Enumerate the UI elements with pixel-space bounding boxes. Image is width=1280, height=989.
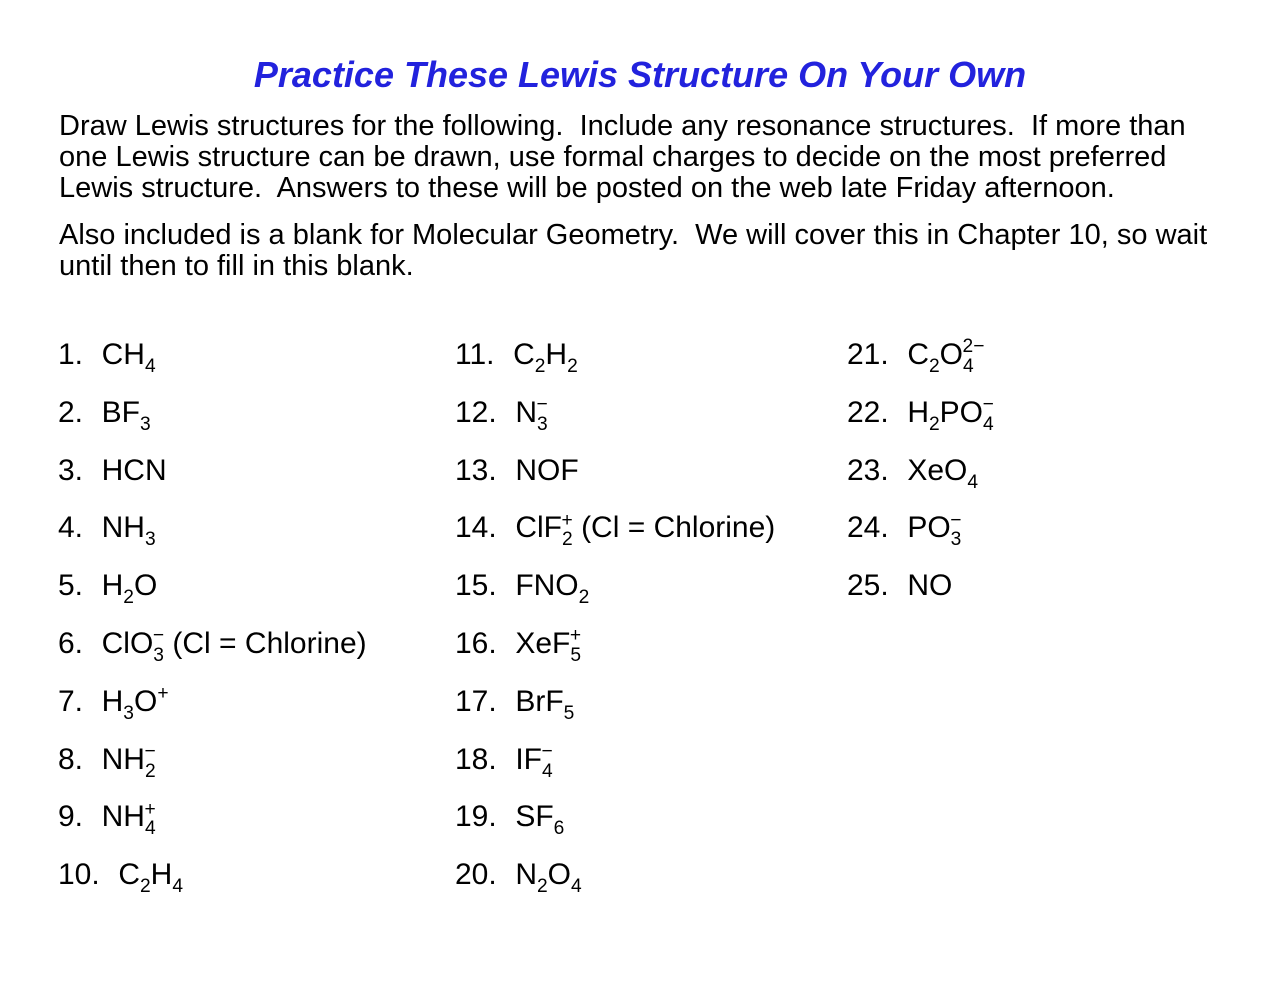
list-item — [455, 742, 847, 800]
subscript: 4 — [967, 471, 979, 493]
formula-text: N — [515, 395, 537, 429]
list-item — [455, 510, 847, 568]
list-item — [455, 626, 847, 684]
superscript-charge: − — [152, 625, 165, 647]
item-number: 1. — [58, 338, 84, 371]
item-formula — [118, 858, 183, 898]
item-formula — [515, 394, 548, 435]
item-formula — [515, 509, 776, 551]
item-formula — [101, 511, 156, 551]
superscript-charge: − — [144, 741, 156, 763]
formula-text: NH — [101, 511, 145, 545]
formula-text: NO — [907, 569, 953, 603]
list-item — [58, 857, 455, 915]
list-item — [455, 568, 847, 626]
page-title: Practice These Lewis Structure On Your Own — [253, 54, 1027, 95]
item-formula — [101, 625, 367, 667]
item-formula — [515, 741, 553, 782]
formula-text: O — [939, 338, 963, 371]
list-item — [455, 395, 847, 453]
subscript: 4 — [172, 876, 183, 898]
list-item — [58, 337, 455, 395]
formula-text: CH — [101, 338, 145, 371]
list-item — [455, 684, 847, 742]
subscript: 3 — [950, 529, 962, 551]
subscript: 4 — [541, 760, 553, 782]
formula-text: HCN — [101, 453, 167, 487]
item-number: 7. — [58, 684, 84, 718]
subscript: 4 — [983, 413, 994, 435]
formula-text: IF — [515, 742, 542, 776]
formula-text: XeF — [515, 626, 571, 660]
item-formula — [907, 336, 985, 378]
item-number: 15. — [455, 569, 497, 603]
item-formula — [101, 569, 158, 609]
paragraph-line: until then to fill in this blank. — [59, 250, 414, 282]
formula-text: PO — [939, 395, 984, 429]
superscript-charge: + — [561, 509, 573, 531]
list-item — [58, 684, 455, 742]
item-formula — [513, 338, 578, 378]
formula-text: NH — [101, 742, 145, 776]
subscript: 3 — [144, 529, 156, 551]
item-formula — [101, 741, 156, 782]
formula-text: H — [101, 684, 124, 718]
list-item — [847, 395, 1280, 453]
item-formula — [101, 395, 151, 435]
item-number: 13. — [455, 453, 497, 487]
item-number: 14. — [455, 511, 497, 545]
formula-text: (Cl = Chlorine) — [572, 511, 776, 545]
list-item — [455, 857, 847, 915]
item-formula — [515, 569, 590, 609]
formula-text: ClO — [101, 626, 154, 660]
subscript: 2 — [123, 587, 134, 609]
paragraph-1 — [59, 111, 1240, 204]
problems-column-3 — [847, 337, 1280, 626]
problems-column-2 — [455, 337, 847, 915]
superscript-charge: + — [157, 683, 169, 705]
subscript: 5 — [563, 702, 575, 724]
formula-text: SF — [515, 800, 554, 834]
subscript: 3 — [536, 413, 548, 435]
item-number: 17. — [455, 684, 497, 718]
superscript-charge: − — [982, 394, 994, 416]
subscript: 4 — [963, 356, 974, 378]
paragraph-line: Lewis structure. Answers to these will be posted on the web late Friday afternoon. — [59, 172, 1115, 204]
subscript: 2 — [578, 587, 590, 609]
item-number: 3. — [58, 453, 84, 487]
item-number: 12. — [455, 395, 497, 429]
formula-text: N — [515, 858, 537, 892]
problems-grid — [58, 337, 1280, 915]
list-item — [455, 799, 847, 857]
item-number: 5. — [58, 569, 84, 603]
formula-text: O — [547, 858, 571, 892]
list-item — [455, 453, 847, 511]
subscript: 3 — [139, 413, 151, 435]
formula-text: PO — [907, 511, 951, 545]
formula-text: H — [150, 858, 173, 892]
formula-text: H — [101, 569, 124, 603]
subscript: 2 — [139, 876, 151, 898]
list-item — [58, 453, 455, 511]
subscript: 6 — [553, 818, 565, 840]
item-number: 23. — [847, 453, 889, 487]
list-item — [58, 799, 455, 857]
item-formula — [515, 454, 578, 487]
formula-text: FNO — [515, 569, 579, 603]
formula-text: H — [545, 338, 568, 371]
list-item — [455, 337, 847, 395]
superscript-charge: + — [569, 625, 582, 647]
subscript: 2 — [536, 876, 548, 898]
list-item — [847, 337, 1280, 395]
superscript-charge: + — [144, 798, 156, 820]
formula-text: BF — [101, 395, 140, 429]
item-formula — [515, 684, 575, 724]
formula-text: H — [907, 395, 929, 429]
list-item — [847, 568, 1280, 626]
list-item — [58, 510, 455, 568]
item-number: 25. — [847, 569, 889, 603]
formula-text: O — [133, 684, 158, 718]
paragraph-line: Also included is a blank for Molecular Geometry. We will cover this in Chapter 10, so wait — [59, 219, 1208, 251]
item-number: 18. — [455, 742, 497, 776]
item-formula — [101, 338, 156, 378]
list-item — [58, 568, 455, 626]
formula-text: NOF — [515, 453, 579, 487]
subscript: 4 — [571, 876, 582, 898]
subscript: 4 — [144, 818, 156, 840]
item-number: 4. — [58, 511, 84, 545]
superscript-charge: − — [536, 394, 548, 416]
formula-text: BrF — [515, 684, 564, 718]
instructions — [59, 111, 1240, 282]
item-number: 21. — [847, 338, 889, 371]
list-item — [58, 395, 455, 453]
subscript: 3 — [123, 702, 134, 724]
item-formula — [907, 509, 962, 551]
formula-text: C — [118, 858, 140, 892]
item-formula — [907, 394, 994, 435]
formula-text: NH — [101, 800, 145, 834]
subscript: 2 — [144, 760, 156, 782]
problems-column-1 — [58, 337, 455, 915]
formula-text: (Cl = Chlorine) — [164, 626, 367, 660]
formula-text: C — [907, 338, 929, 371]
item-formula — [101, 798, 156, 840]
item-formula — [515, 858, 582, 898]
item-number: 16. — [455, 626, 497, 660]
list-item — [58, 742, 455, 800]
list-item — [847, 510, 1280, 568]
formula-text: C — [513, 338, 535, 371]
item-formula — [907, 453, 979, 493]
subscript: 4 — [144, 356, 156, 378]
item-number: 9. — [58, 800, 84, 834]
paragraph-line: one Lewis structure can be drawn, use formal charges to decide on the most preferred — [59, 141, 1167, 173]
formula-text: ClF — [515, 511, 562, 545]
subscript: 2 — [928, 413, 940, 435]
item-number: 24. — [847, 511, 889, 545]
formula-text: XeO — [907, 453, 968, 487]
item-formula — [515, 625, 582, 667]
item-formula — [907, 569, 952, 602]
item-formula — [515, 800, 565, 840]
item-number: 20. — [455, 858, 497, 892]
paragraph-2 — [59, 220, 1240, 282]
list-item — [58, 626, 455, 684]
subscript: 5 — [570, 645, 582, 667]
subscript: 2 — [561, 529, 573, 551]
superscript-charge: 2− — [962, 336, 985, 358]
item-number: 22. — [847, 395, 889, 429]
subscript: 3 — [153, 645, 164, 667]
item-number: 8. — [58, 742, 84, 776]
superscript-charge: − — [950, 509, 962, 531]
item-formula — [101, 683, 169, 724]
paragraph-line: Draw Lewis structures for the following. Include any resonance structures. If more than — [59, 110, 1186, 142]
item-number: 2. — [58, 395, 84, 429]
subscript: 2 — [534, 356, 546, 378]
item-number: 11. — [455, 338, 495, 371]
item-number: 10. — [58, 858, 100, 892]
subscript: 2 — [567, 356, 578, 378]
superscript-charge: − — [541, 741, 553, 763]
list-item — [847, 453, 1280, 511]
item-number: 19. — [455, 800, 497, 834]
item-number: 6. — [58, 626, 84, 660]
item-formula — [102, 454, 167, 487]
formula-text: O — [133, 569, 158, 603]
subscript: 2 — [928, 356, 940, 378]
